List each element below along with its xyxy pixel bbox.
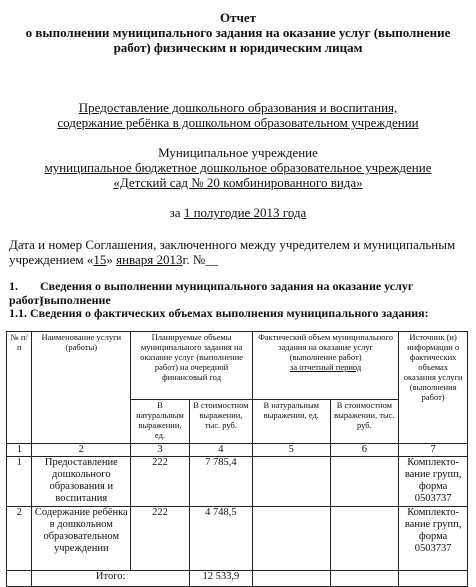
agreement-suffix: г. №__ (182, 252, 219, 267)
header-actual-line1: Фактический объем муниципального задания на оказание услуг (выполнение работ) (258, 332, 394, 362)
report-title: Отчет (220, 10, 256, 25)
table-total-row (7, 571, 468, 587)
section-title-line1: Сведения о выполнении муниципального задания на оказание услуг (выполнение (40, 279, 414, 307)
period-value: 1 полугодие 2013 года (183, 205, 307, 220)
row-service-name: Предоставление дошкольного образования и воспитания (32, 457, 131, 507)
column-numbers-row (7, 444, 468, 457)
row-num: 2 (7, 507, 32, 571)
period-prefix: за (169, 205, 181, 220)
row-planned-cost: 4 748,5 (189, 507, 252, 571)
agreement-line1: Дата и номер Соглашения, заключенного между учредителем и муниципальным (9, 237, 456, 252)
report-subtitle-line2: работ) физическим и юридическим лицам (113, 40, 363, 55)
col-number: 4 (189, 444, 252, 457)
header-source: Источник (и) информации о фактических объемах оказания услуги (выполнения работ) (399, 332, 468, 444)
row-planned-natural: 222 (131, 457, 190, 507)
service-name-line1: Предоставление дошкольного образования и воспитания, (78, 100, 398, 115)
row-source: Комплекто-вание групп, форма 0503737 (399, 507, 468, 571)
header-actual-natural: В натуральным выражении, ед. (252, 400, 330, 444)
total-empty-cell (252, 571, 330, 587)
table-header-row (7, 332, 468, 400)
service-name-line2: содержание ребёнка в дошкольном образовательном учреждении (57, 115, 419, 130)
report-subtitle-line1: о выполнении муниципального задания на оказание услуг (выполнение (25, 25, 451, 40)
row-actual-natural (252, 457, 330, 507)
header-name: Наименование услуги (работы) (32, 332, 131, 444)
subsection-title: 1.1. Сведения о фактических объемах выполнения муниципального задания: (9, 306, 429, 320)
row-planned-natural: 222 (131, 507, 190, 571)
col-number: 2 (32, 444, 131, 457)
row-actual-cost (330, 507, 399, 571)
table-row (7, 507, 468, 571)
agreement-line2 (9, 252, 218, 267)
row-actual-natural (252, 507, 330, 571)
section-title-line2: работ) (9, 293, 44, 307)
row-num: 1 (7, 457, 32, 507)
table-row (7, 457, 468, 507)
total-empty-cell (330, 571, 399, 587)
header-planned-cost: В стоимостном выражении, тыс. руб. (189, 400, 252, 444)
institution-name-line2: «Детский сад № 20 комбинированного вида» (113, 175, 363, 190)
total-empty-cell (399, 571, 468, 587)
header-num: № п/п (7, 332, 32, 444)
agreement-month: января 2013 (116, 252, 183, 267)
row-service-name: Содержание ребёнка в дошкольном образовательном учреждении (32, 507, 131, 571)
row-source: Комплекто-вание групп, форма 0503737 (399, 457, 468, 507)
header-planned-natural: В натуральным выражении, ед. (131, 400, 190, 444)
header-planned: Планируемые объемы муниципального задания на оказание услуг (выполнение работ) на очередной финансовый год (131, 332, 253, 400)
institution-type: Муниципальное учреждение (158, 145, 318, 160)
header-actual (252, 332, 398, 400)
institution-name-line1: муниципальное бюджетное дошкольное образовательное учреждение (44, 160, 432, 175)
agreement-day: 15 (93, 252, 107, 267)
total-empty-cell (7, 571, 32, 587)
col-number: 6 (330, 444, 399, 457)
section-number: 1. (9, 279, 18, 293)
col-number: 5 (252, 444, 330, 457)
col-number: 7 (399, 444, 468, 457)
col-number: 1 (7, 444, 32, 457)
volumes-table (6, 331, 468, 587)
row-planned-cost: 7 785,4 (189, 457, 252, 507)
total-label: Итого: (32, 571, 189, 587)
row-actual-cost (330, 457, 399, 507)
total-cost: 12 533,9 (189, 571, 252, 587)
agreement-mid: » (106, 252, 117, 267)
report-period (0, 205, 476, 220)
header-actual-cost: В стоимостном выражении, тыс. руб. (330, 400, 399, 444)
agreement-prefix: учреждением « (9, 252, 94, 267)
header-actual-line2: за отчетный период (289, 362, 362, 372)
col-number: 3 (131, 444, 190, 457)
